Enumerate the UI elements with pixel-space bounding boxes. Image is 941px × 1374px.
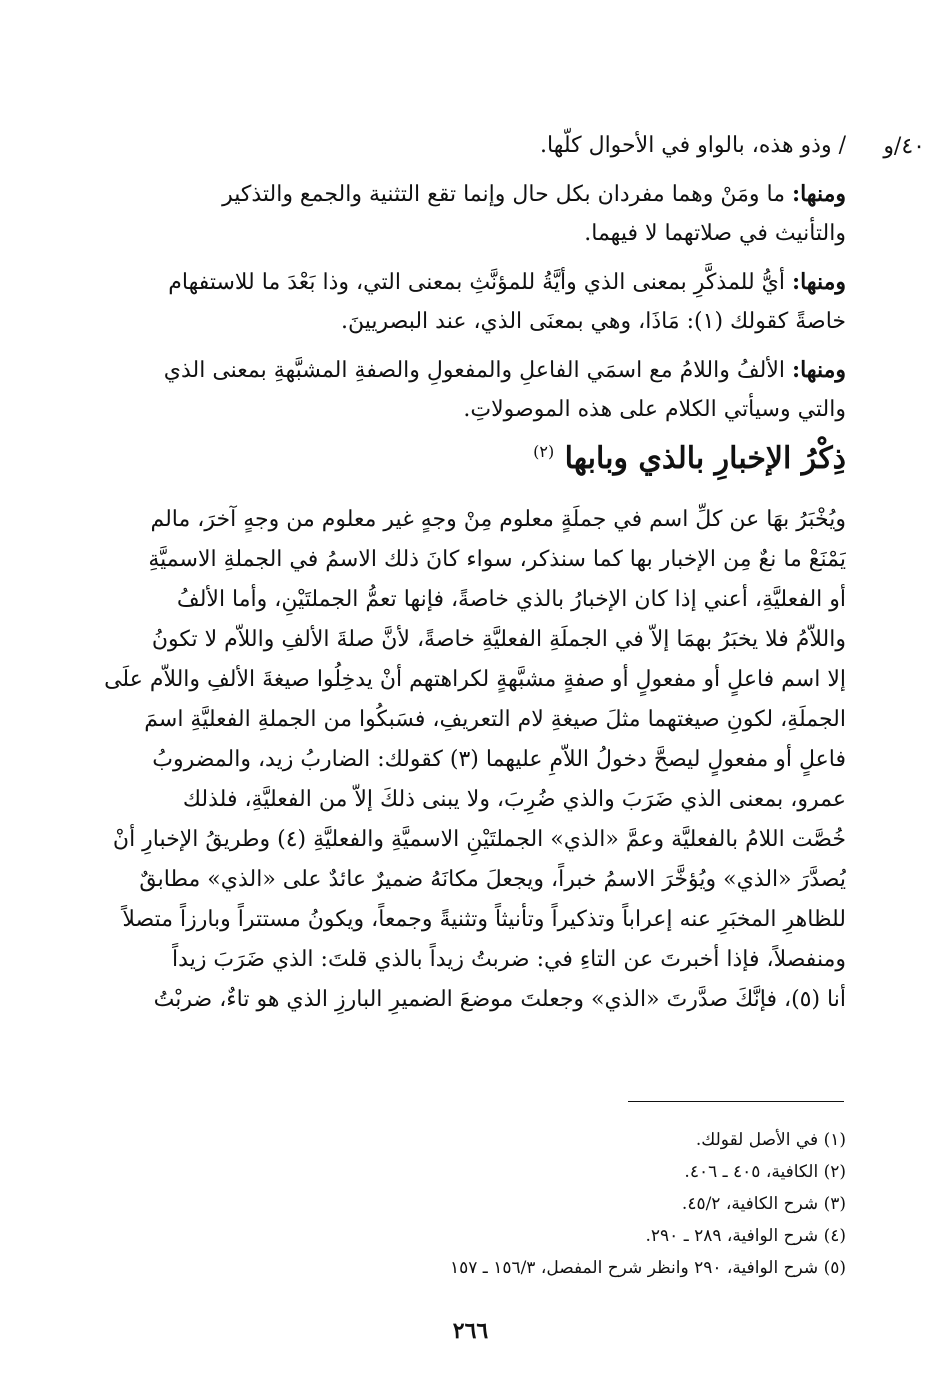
page-number: ٢٦٦ bbox=[452, 1318, 489, 1344]
paragraph-lead: ومنها: bbox=[791, 357, 846, 383]
text-line: يُصدَّرَ «الذي» ويُؤخَّرَ الاسمُ خبراً، ويجعلَ مكانَهُ ضميرٌ عائدٌ على «الذي» مطابقٌ bbox=[139, 867, 846, 892]
text-line: فاعلٍ أو مفعولٍ ليصحَّ دخولُ اللاّمِ عليهما (٣) كقولك: الضاربُ زيد، والمضروبُ bbox=[152, 747, 846, 772]
footnotes bbox=[80, 1124, 846, 1284]
text-line: ومنها: ما ومَنْ وهما مفردان بكل حال وإنما تقع التثنية والجمع والتذكير bbox=[222, 181, 846, 207]
heading-footnote-ref: (٢) bbox=[533, 442, 555, 461]
footnote: (٤) شرح الوافية، ٢٨٩ ـ ٢٩٠. bbox=[645, 1226, 846, 1246]
section-heading: ذِكْرُ الإخبارِ بالذي وبابها $^{(٢)}$ bbox=[533, 441, 846, 476]
text-line: عمرو، بمعنى الذي ضَرَبَ والذي ضُرِبَ، ولا يبنى ذلكَ إلاّ من الفعليَّةِ، فلذلك bbox=[182, 787, 846, 812]
text-line: والتأنيث في صلاتهما لا فيهما. bbox=[584, 221, 846, 246]
text-line: خاصةً كقولك (١): مَاذَا، وهي بمعنَى الذي، عند البصريينَ. bbox=[340, 309, 846, 334]
footnote: (١) في الأصل لقولك. bbox=[695, 1130, 846, 1150]
text-line: أو الفعليَّةِ، أعني إذا كان الإخبارُ بالذي خاصةً، فإنها تعمُّ الجملتَيْنِ، وأما الألفُ bbox=[176, 587, 846, 612]
paragraph-lead: ومنها: bbox=[791, 181, 846, 207]
text-line: والتي وسيأتي الكلام على هذه الموصولاتِ. bbox=[463, 397, 846, 422]
text-line: يَمْنَعْ ما نعٌ مِن الإخبار بها كما سنذكر، سواء كانَ ذلك الاسمُ في الجملةِ الاسميَّةِ bbox=[148, 547, 846, 572]
text-line: الجملَةِ، لكونِ صيغتهما مثلَ صيغةِ لام التعريفِ، فسَبكُوا من الجملةِ الفعليَّةِ اسمَ bbox=[144, 707, 846, 732]
margin-folio-note: ٤٠/و bbox=[883, 134, 925, 159]
text-line: للظاهرِ المخبَرِ عنه إعراباً وتذكيراً وتأنيثاً وتثنيةً وجمعاً، ويكونُ مستتراً وبارزاً متصلاً bbox=[122, 907, 846, 932]
footnote-divider bbox=[628, 1101, 844, 1102]
text-line: خُصَّت اللامُ بالفعليَّة وعمَّ «الذي» الجملتَيْنِ الاسميَّةِ والفعليَّةِ (٤) وطريقُ الإخبارِ أنْ bbox=[112, 827, 846, 852]
text-line: واللاّمُ فلا يخبَرُ بهمَا إلاّ في الجملَةِ الفعليَّةِ خاصةً، لأنَّ صلةَ الألفِ واللاّم لا تكونُ bbox=[151, 627, 846, 652]
text-line: ومنفصلاً، فإذا أخبرتَ عن التاءِ في: ضربتُ زيداً بالذي قلتَ: الذي ضَرَبَ زيداً bbox=[172, 947, 846, 972]
text-line: ومنها: الألفُ واللامُ مع اسمَي الفاعلِ والمفعولِ والصفةِ المشبَّهةِ بمعنى الذي bbox=[163, 357, 846, 383]
body-text bbox=[80, 126, 846, 1020]
text-line: أنا (٥)، فإنَّكَ صدَّرتَ «الذي» وجعلتَ موضعَ الضميرِ البارزِ الذي هو تاءٌ، ضربْتُ bbox=[153, 987, 846, 1012]
footnote: (٣) شرح الكافية، ٤٥/٢. bbox=[681, 1194, 846, 1214]
footnote: (٥) شرح الوافية، ٢٩٠ وانظر شرح المفصل، ١٥٦/٣ ـ ١٥٧ bbox=[449, 1258, 846, 1278]
text-line: إلا اسم فاعلٍ أو مفعولٍ أو صفةٍ مشبَّهةٍ لكراهتهم أنْ يدخِلُوا صيغةَ الألفِ واللاّم علَى bbox=[104, 667, 846, 692]
text-line: ومنها: أيُّ للمذكَّرِ بمعنى الذي وأيَّةُ للمؤنَّثِ بمعنى التي، وذا بَعْدَ ما للاستفهام bbox=[168, 269, 846, 295]
paragraph-lead: ومنها: bbox=[791, 269, 846, 295]
footnote: (٢) الكافية، ٤٠٥ ـ ٤٠٦. bbox=[684, 1162, 846, 1182]
text-line: / وذو هذه، بالواو في الأحوال كلّها. bbox=[540, 133, 846, 158]
text-line: ويُخْبَرُ بهَا عن كلِّ اسم في جملَةٍ معلوم مِنْ وجهٍ غير معلوم من وجهٍ آخرَ، مالم bbox=[150, 507, 846, 532]
